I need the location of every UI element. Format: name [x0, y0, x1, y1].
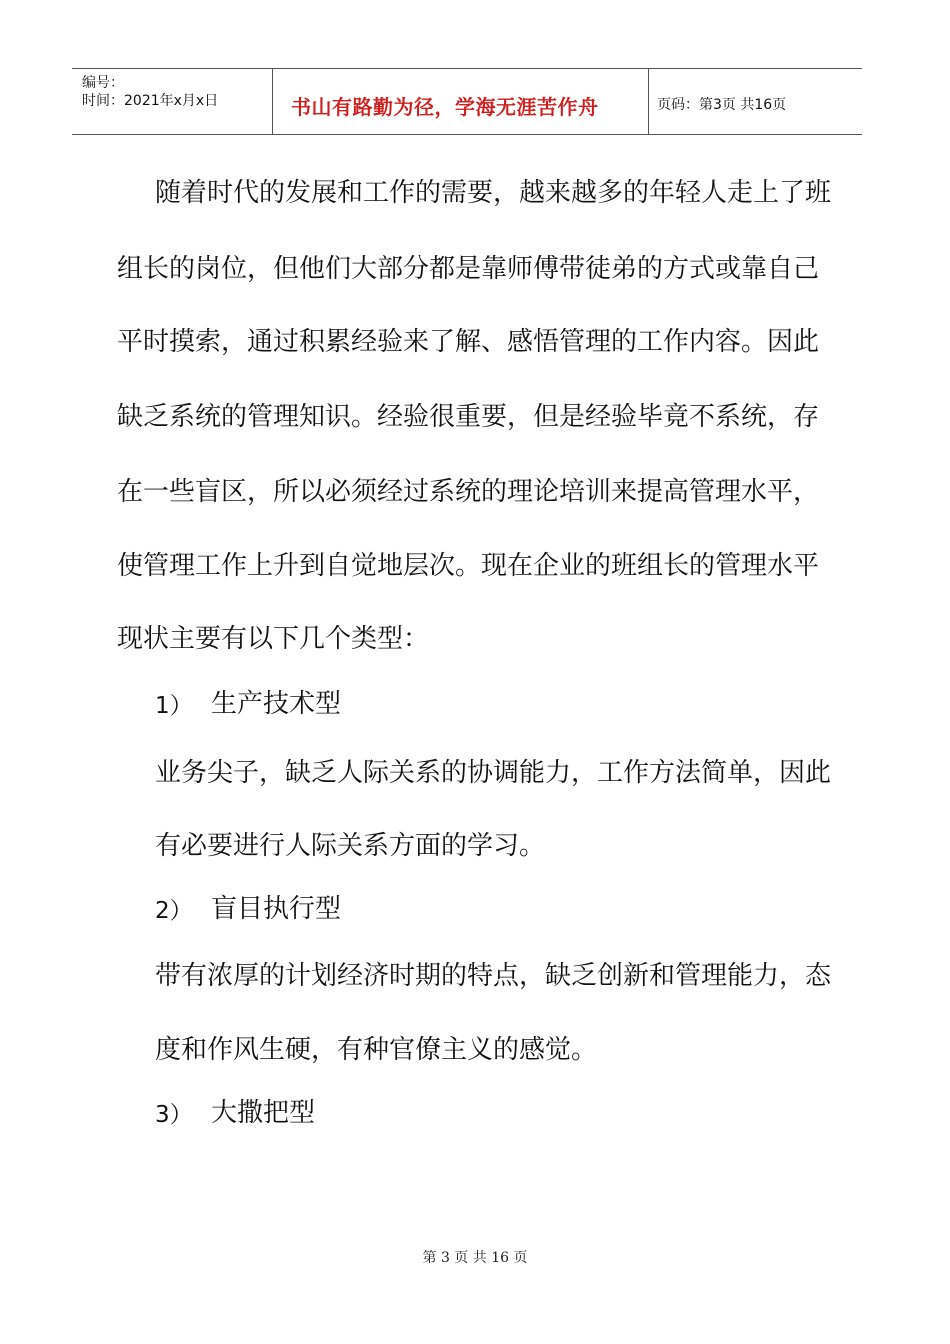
time-label: 时间：2021年x月x日	[82, 93, 219, 109]
item-title: 大撒把型	[211, 1098, 316, 1128]
header-page-cell	[649, 69, 862, 134]
item-description-line: 业务尖子，缺乏人际关系的协调能力，工作方法简单，因此	[155, 758, 832, 788]
paragraph-line: 组长的岗位，但他们大部分都是靠师傅带徒弟的方式或靠自己	[117, 254, 820, 284]
motto-text: 书山有路勤为径，学海无涯苦作舟	[291, 95, 599, 119]
item-title: 生产技术型	[211, 689, 342, 719]
header-meta-cell	[72, 69, 273, 134]
page-footer: 第 3 页 共 16 页	[422, 1250, 528, 1266]
paragraph-line: 缺乏系统的管理知识。经验很重要，但是经验毕竟不系统，存	[117, 402, 820, 432]
item-number: 1）	[155, 693, 193, 719]
item-title: 盲目执行型	[211, 894, 342, 924]
page-code: 页码：第3页 共16页	[657, 97, 787, 113]
document-header	[72, 68, 862, 135]
paragraph-line: 平时摸索，通过积累经验来了解、感悟管理的工作内容。因此	[117, 327, 820, 357]
paragraph-line: 使管理工作上升到自觉地层次。现在企业的班组长的管理水平	[117, 551, 820, 581]
paragraph-line: 随着时代的发展和工作的需要，越来越多的年轻人走上了班	[155, 178, 832, 208]
header-motto-cell	[273, 69, 649, 134]
item-description-line: 带有浓厚的计划经济时期的特点，缺乏创新和管理能力，态	[155, 961, 832, 991]
serial-label: 编号：	[82, 75, 124, 91]
item-number: 3）	[155, 1102, 193, 1128]
item-number: 2）	[155, 898, 193, 924]
item-description-line: 度和作风生硬，有种官僚主义的感觉。	[155, 1035, 598, 1065]
paragraph-line: 现状主要有以下几个类型：	[117, 624, 430, 654]
paragraph-line: 在一些盲区，所以必须经过系统的理论培训来提高管理水平，	[117, 477, 820, 507]
item-description-line: 有必要进行人际关系方面的学习。	[155, 831, 546, 861]
